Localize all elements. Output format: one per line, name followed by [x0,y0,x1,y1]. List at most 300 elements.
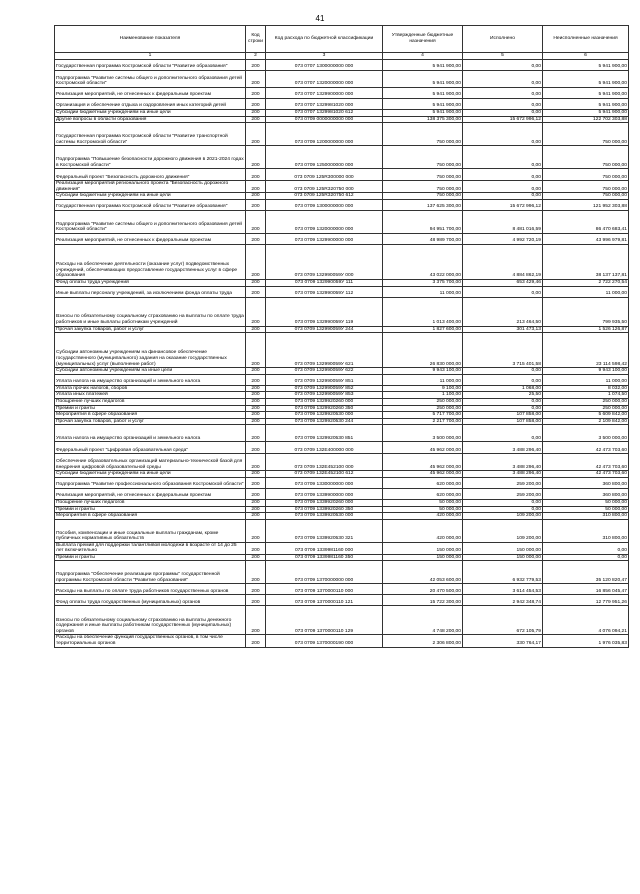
row-classification: 073 0709 132990059У 244 [266,326,383,333]
row-classification: 073 0709 1329920260 350 [266,405,383,412]
row-executed: 2 942 348,74 [463,595,543,606]
row-classification: 073 0709 1339920260 350 [266,506,383,513]
table-row [55,368,629,375]
row-name: Пособия, компенсации и иные социальные выплаты гражданам, кроме публичных нормативных обязательств [55,519,246,542]
row-unexecuted: 50 000,00 [543,499,629,506]
row-executed: 4 992 720,19 [463,233,543,244]
row-approved: 15 722 300,00 [383,595,463,606]
row-name: Уплата прочих налогов, сборов [55,385,246,392]
row-code: 200 [246,60,266,71]
row-unexecuted: 86 470 683,41 [543,210,629,233]
row-approved: 45 962 000,00 [383,471,463,478]
row-approved: 2 306 800,00 [383,635,463,647]
table-row [55,561,629,584]
row-code: 200 [246,116,266,123]
row-classification: 073 0709 132990059У 119 [266,297,383,326]
row-unexecuted: 11 000,00 [543,374,629,385]
row-name: Премии и гранты [55,554,246,561]
row-code: 200 [246,471,266,478]
row-code: 200 [246,181,266,193]
row-executed: 3 488 296,40 [463,471,543,478]
row-name: Иные выплаты персоналу учреждений, за исключением фонда оплаты труда [55,286,246,297]
row-classification: 073 0709 1339920530 000 [266,513,383,520]
table-row [55,333,629,368]
table-row [55,471,629,478]
row-executed: 672 105,79 [463,606,543,635]
row-approved: 42 053 600,00 [383,561,463,584]
row-executed: 0,00 [463,60,543,71]
row-name: Федеральный проект "Безопасность дорожного движения" [55,169,246,181]
header-classification: Код расхода по бюджетной классификации [266,26,383,53]
row-code: 200 [246,519,266,542]
row-name: Взносы по обязательному социальному страхованию на выплаты денежного содержания и иные выплаты работникам государственных (муниципальных) органов [55,606,246,635]
row-unexecuted: 250 000,00 [543,398,629,405]
row-name: Субсидии бюджетным учреждениям на иные цели [55,110,246,117]
row-name: Мероприятия в сфере образования [55,412,246,419]
row-name: Поощрение лучших педагогов [55,499,246,506]
row-executed: 0,00 [463,146,543,169]
row-unexecuted: 1 074,50 [543,392,629,399]
row-unexecuted: 750 000,00 [543,169,629,181]
row-name: Реализация мероприятий регионального проекта "Безопасность дорожного движения" [55,181,246,193]
row-approved: 20 470 500,00 [383,584,463,595]
row-code: 200 [246,477,266,488]
row-name: Субсидии бюджетным учреждениям на иные цели [55,193,246,200]
row-classification: 073 0709 1329920530 000 [266,412,383,419]
row-classification: 073 0709 132990059У 111 [266,279,383,286]
row-approved: 250 000,00 [383,405,463,412]
row-code: 200 [246,123,266,146]
row-approved: 11 000,00 [383,374,463,385]
row-approved: 50 000,00 [383,499,463,506]
table-row [55,584,629,595]
row-unexecuted: 121 952 303,88 [543,199,629,210]
row-unexecuted: 4 076 094,21 [543,606,629,635]
table-row [55,123,629,146]
row-approved: 5 941 900,00 [383,88,463,99]
row-classification: 073 0709 1250000000 000 [266,146,383,169]
row-approved: 150 000,00 [383,542,463,554]
table-row [55,146,629,169]
row-classification: 073 0709 132990059У 621 [266,333,383,368]
table-row [55,326,629,333]
row-executed: 150 000,00 [463,554,543,561]
column-index: 2 [246,53,266,60]
row-unexecuted: 5 941 900,00 [543,110,629,117]
row-executed: 107 858,00 [463,418,543,425]
row-name: Организация и обеспечение отдыха и оздоровления иных категорий детей [55,99,246,110]
row-unexecuted: 38 137 137,81 [543,244,629,279]
row-name: Прочая закупка товаров, работ и услуг [55,326,246,333]
row-code: 200 [246,561,266,584]
row-executed: 213 464,50 [463,297,543,326]
row-unexecuted: 750 000,00 [543,193,629,200]
row-code: 200 [246,333,266,368]
row-executed: 109 200,00 [463,519,543,542]
row-classification: 073 0709 1339981160 000 [266,542,383,554]
row-code: 200 [246,326,266,333]
row-executed: 0,00 [463,398,543,405]
table-row [55,488,629,499]
row-name: Государственная программа Костромской области "Развитие образования" [55,60,246,71]
row-classification: 073 0709 1339900000 000 [266,488,383,499]
row-approved: 4 748 200,00 [383,606,463,635]
row-name: Реализация мероприятий, не отнесенных к федеральным проектам [55,488,246,499]
row-unexecuted: 5 941 900,00 [543,60,629,71]
table-row [55,193,629,200]
row-code: 200 [246,584,266,595]
row-approved: 9 943 100,00 [383,368,463,375]
table-row [55,519,629,542]
row-approved: 5 717 700,00 [383,412,463,419]
table-row [55,398,629,405]
row-executed: 150 000,00 [463,542,543,554]
row-code: 200 [246,595,266,606]
column-index-row [55,53,629,60]
row-executed: 107 858,00 [463,412,543,419]
table-row [55,199,629,210]
table-row [55,425,629,442]
row-code: 200 [246,385,266,392]
table-row [55,181,629,193]
row-code: 200 [246,99,266,110]
row-executed: 0,00 [463,99,543,110]
row-code: 200 [246,286,266,297]
row-unexecuted: 3 500 000,00 [543,425,629,442]
row-approved: 750 000,00 [383,181,463,193]
row-code: 200 [246,425,266,442]
row-executed: 3 715 401,58 [463,333,543,368]
row-classification: 073 0709 1370000190 000 [266,635,383,647]
row-code: 200 [246,244,266,279]
table-row [55,506,629,513]
row-approved: 9 100,00 [383,385,463,392]
row-unexecuted: 0,00 [543,542,629,554]
table-row [55,279,629,286]
table-row [55,60,629,71]
row-name: Премии и гранты [55,405,246,412]
row-approved: 1 827 600,00 [383,326,463,333]
row-executed: 0,00 [463,368,543,375]
row-approved: 1 100,00 [383,392,463,399]
row-name: Фонд оплаты труда государственных (муниципальных) органов [55,595,246,606]
row-classification: 073 0709 1339981160 350 [266,554,383,561]
row-name: Расходы на обеспечение функций государственных органов, в том числе территориальных органов [55,635,246,647]
row-executed: 0,00 [463,506,543,513]
row-code: 200 [246,88,266,99]
row-executed: 15 672 996,12 [463,116,543,123]
row-code: 200 [246,368,266,375]
row-classification: 073 0707 1300000000 000 [266,60,383,71]
row-approved: 250 000,00 [383,398,463,405]
row-approved: 94 951 700,00 [383,210,463,233]
row-executed: 3 488 296,40 [463,454,543,471]
row-name: Уплата налога на имущество организаций и земельного налога [55,425,246,442]
row-executed: 0,00 [463,181,543,193]
row-approved: 138 375 300,00 [383,116,463,123]
row-executed: 8 481 016,59 [463,210,543,233]
row-code: 200 [246,71,266,88]
row-code: 200 [246,146,266,169]
row-executed: 25,50 [463,392,543,399]
row-code: 200 [246,392,266,399]
table-row [55,297,629,326]
row-classification: 073 0709 132E400000 000 [266,442,383,454]
row-code: 200 [246,110,266,117]
table-row [55,210,629,233]
row-unexecuted: 750 000,00 [543,123,629,146]
row-executed: 0,00 [463,499,543,506]
table-row [55,392,629,399]
row-unexecuted: 750 000,00 [543,181,629,193]
row-name: Субсидии бюджетным учреждениям на иные цели [55,471,246,478]
row-executed: 0,00 [463,286,543,297]
header-code: Код строки [246,26,266,53]
row-unexecuted: 42 473 703,60 [543,454,629,471]
row-approved: 5 941 900,00 [383,60,463,71]
row-classification: 073 0709 1300000000 000 [266,199,383,210]
row-classification: 073 0707 1329981020 612 [266,110,383,117]
row-approved: 1 013 400,00 [383,297,463,326]
row-unexecuted: 310 800,00 [543,519,629,542]
table-row [55,385,629,392]
row-code: 200 [246,488,266,499]
row-approved: 11 000,00 [383,286,463,297]
row-code: 200 [246,405,266,412]
table-row [55,110,629,117]
row-unexecuted: 35 120 820,47 [543,561,629,584]
row-classification: 073 0709 1329920260 000 [266,398,383,405]
row-classification: 073 0709 1339920530 321 [266,519,383,542]
row-unexecuted: 5 941 900,00 [543,71,629,88]
row-unexecuted: 750 000,00 [543,146,629,169]
row-approved: 150 000,00 [383,554,463,561]
row-executed: 0,00 [463,123,543,146]
row-executed: 0,00 [463,193,543,200]
table-row [55,554,629,561]
row-executed: 4 884 862,19 [463,244,543,279]
row-unexecuted: 310 800,00 [543,513,629,520]
table-row [55,233,629,244]
table-row [55,513,629,520]
row-approved: 620 000,00 [383,488,463,499]
row-classification: 073 0709 1370000110 000 [266,584,383,595]
row-name: Реализация мероприятий, не отнесенных к федеральным проектам [55,88,246,99]
row-name: Подпрограмма "Развитие системы общего и дополнительного образования детей Костромской области" [55,71,246,88]
row-classification: 073 0709 132990059У 852 [266,385,383,392]
column-index: 1 [55,53,246,60]
table-row [55,116,629,123]
row-classification: 073 0709 1329900000 000 [266,233,383,244]
row-classification: 073 0709 125R300000 000 [266,169,383,181]
row-executed: 0,00 [463,425,543,442]
row-unexecuted: 12 779 951,26 [543,595,629,606]
row-unexecuted: 1 526 126,87 [543,326,629,333]
row-executed: 0,00 [463,374,543,385]
row-classification: 073 0709 1329920530 851 [266,425,383,442]
header-row [55,26,629,53]
row-classification: 073 0709 1370000110 121 [266,595,383,606]
row-approved: 2 217 700,00 [383,418,463,425]
row-name: Подпрограмма "Развитие системы общего и дополнительного образования детей Костромской области" [55,210,246,233]
row-approved: 5 941 900,00 [383,71,463,88]
row-classification: 073 0709 132990059У 853 [266,392,383,399]
row-unexecuted: 5 941 900,00 [543,99,629,110]
row-executed: 259 200,00 [463,477,543,488]
row-approved: 750 000,00 [383,123,463,146]
row-approved: 420 000,00 [383,519,463,542]
table-row [55,442,629,454]
row-code: 200 [246,199,266,210]
row-executed: 0,00 [463,88,543,99]
header-unexecuted: Неисполненные назначения [543,26,629,53]
row-unexecuted: 122 702 303,88 [543,116,629,123]
row-code: 200 [246,412,266,419]
row-classification: 073 0709 1329920530 244 [266,418,383,425]
row-classification: 073 0709 1200000000 000 [266,123,383,146]
row-code: 200 [246,542,266,554]
row-unexecuted: 1 976 035,83 [543,635,629,647]
budget-execution-table [54,25,629,648]
row-name: Реализация мероприятий, не отнесенных к федеральным проектам [55,233,246,244]
row-classification: 073 0709 125R320750 000 [266,181,383,193]
row-name: Взносы по обязательному социальному страхованию на выплаты по оплате труда работников и иные выплаты работникам учреждений [55,297,246,326]
column-index: 6 [543,53,629,60]
row-classification: 073 0709 132990059У 622 [266,368,383,375]
row-unexecuted: 799 935,50 [543,297,629,326]
row-name: Уплата налога на имущество организаций и земельного налога [55,374,246,385]
row-name: Премии и гранты [55,506,246,513]
row-name: Расходы на обеспечение деятельности (оказание услуг) подведомственных учреждений, обеспечивающих предоставление государственных услуг в сфере образования [55,244,246,279]
row-executed: 3 488 296,40 [463,442,543,454]
row-classification: 073 0709 132990059У 112 [266,286,383,297]
column-index: 5 [463,53,543,60]
row-unexecuted: 23 114 598,42 [543,333,629,368]
row-code: 200 [246,233,266,244]
row-classification: 073 0707 1320000000 000 [266,71,383,88]
row-classification: 073 0709 0000000000 000 [266,116,383,123]
row-executed: 301 473,13 [463,326,543,333]
table-row [55,405,629,412]
row-code: 200 [246,297,266,326]
row-approved: 750 000,00 [383,169,463,181]
table-row [55,477,629,488]
row-code: 200 [246,454,266,471]
row-code: 200 [246,442,266,454]
row-unexecuted: 43 996 979,81 [543,233,629,244]
row-approved: 26 830 000,00 [383,333,463,368]
table-row [55,244,629,279]
row-approved: 48 989 700,00 [383,233,463,244]
row-name: Выплата премий для поддержки талантливой молодежи в возрасте от 14 до 25 лет включительно [55,542,246,554]
row-unexecuted: 2 722 270,54 [543,279,629,286]
row-classification: 073 0709 125R320750 612 [266,193,383,200]
row-unexecuted: 250 000,00 [543,405,629,412]
row-name: Государственная программа Костромской области "Развитие транспортной системы Костромской области" [55,123,246,146]
row-name: Субсидии автономным учреждениям на иные цели [55,368,246,375]
row-code: 200 [246,374,266,385]
row-unexecuted: 360 800,00 [543,477,629,488]
row-classification: 073 0709 132E452100 000 [266,454,383,471]
row-executed: 109 200,00 [463,513,543,520]
table-row [55,454,629,471]
row-approved: 45 962 000,00 [383,442,463,454]
row-name: Подпрограмма "Повышение безопасности дорожного движения в 2021-2024 годах в Костромской области" [55,146,246,169]
row-unexecuted: 42 473 703,60 [543,471,629,478]
row-name: Прочая закупка товаров, работ и услуг [55,418,246,425]
table-row [55,169,629,181]
row-name: Подпрограмма "Развитие профессионального образования Костромской области" [55,477,246,488]
row-name: Поощрение лучших педагогов [55,398,246,405]
row-classification: 073 0709 132990059У 000 [266,244,383,279]
column-index: 4 [383,53,463,60]
table-body [55,60,629,648]
row-unexecuted: 11 000,00 [543,286,629,297]
row-classification: 073 0709 132990059У 851 [266,374,383,385]
row-approved: 750 000,00 [383,193,463,200]
table-row [55,71,629,88]
table-row [55,99,629,110]
row-approved: 750 000,00 [383,146,463,169]
table-row [55,286,629,297]
row-unexecuted: 5 609 842,00 [543,412,629,419]
row-classification: 073 0707 1329981020 000 [266,99,383,110]
row-approved: 45 962 000,00 [383,454,463,471]
table-row [55,635,629,647]
row-approved: 43 022 000,00 [383,244,463,279]
header-approved: Утвержденные бюджетные назначения [383,26,463,53]
row-executed: 1 068,00 [463,385,543,392]
row-code: 200 [246,513,266,520]
row-executed: 3 614 454,53 [463,584,543,595]
row-name: Обеспечение образовательных организаций материально-технической базой для внедрения цифровой образовательной среды [55,454,246,471]
row-classification: 073 0709 1330000000 000 [266,477,383,488]
page-number: 41 [315,14,325,23]
row-unexecuted: 2 109 842,00 [543,418,629,425]
table-row [55,606,629,635]
row-executed: 15 672 996,12 [463,199,543,210]
row-code: 200 [246,554,266,561]
row-code: 200 [246,210,266,233]
row-code: 200 [246,606,266,635]
table-row [55,418,629,425]
row-name: Субсидии автономным учреждениям на финансовое обеспечение государственного (муниципального) задания на оказание государственных (муниципальных) услуг (выполнение работ) [55,333,246,368]
row-approved: 50 000,00 [383,506,463,513]
row-classification: 073 0707 1329900000 000 [266,88,383,99]
row-classification: 073 0709 1320000000 000 [266,210,383,233]
row-approved: 3 500 000,00 [383,425,463,442]
row-executed: 259 200,00 [463,488,543,499]
row-approved: 620 000,00 [383,477,463,488]
row-unexecuted: 16 856 045,47 [543,584,629,595]
row-code: 200 [246,635,266,647]
column-index: 3 [266,53,383,60]
row-classification: 073 0709 1370000000 000 [266,561,383,584]
row-executed: 0,00 [463,169,543,181]
table-row [55,88,629,99]
row-approved: 137 625 300,00 [383,199,463,210]
row-name: Расходы на выплаты по оплате труда работников государственных органов [55,584,246,595]
row-name: Уплата иных платежей [55,392,246,399]
header-name: Наименование показателя [55,26,246,53]
row-classification: 073 0709 1370000110 129 [266,606,383,635]
row-executed: 0,00 [463,110,543,117]
table-row [55,499,629,506]
row-name: Другие вопросы в области образования [55,116,246,123]
row-code: 200 [246,398,266,405]
row-name: Подпрограмма "Обеспечение реализации программы" государственной программы Костромской области "Развитие образования" [55,561,246,584]
row-code: 200 [246,499,266,506]
